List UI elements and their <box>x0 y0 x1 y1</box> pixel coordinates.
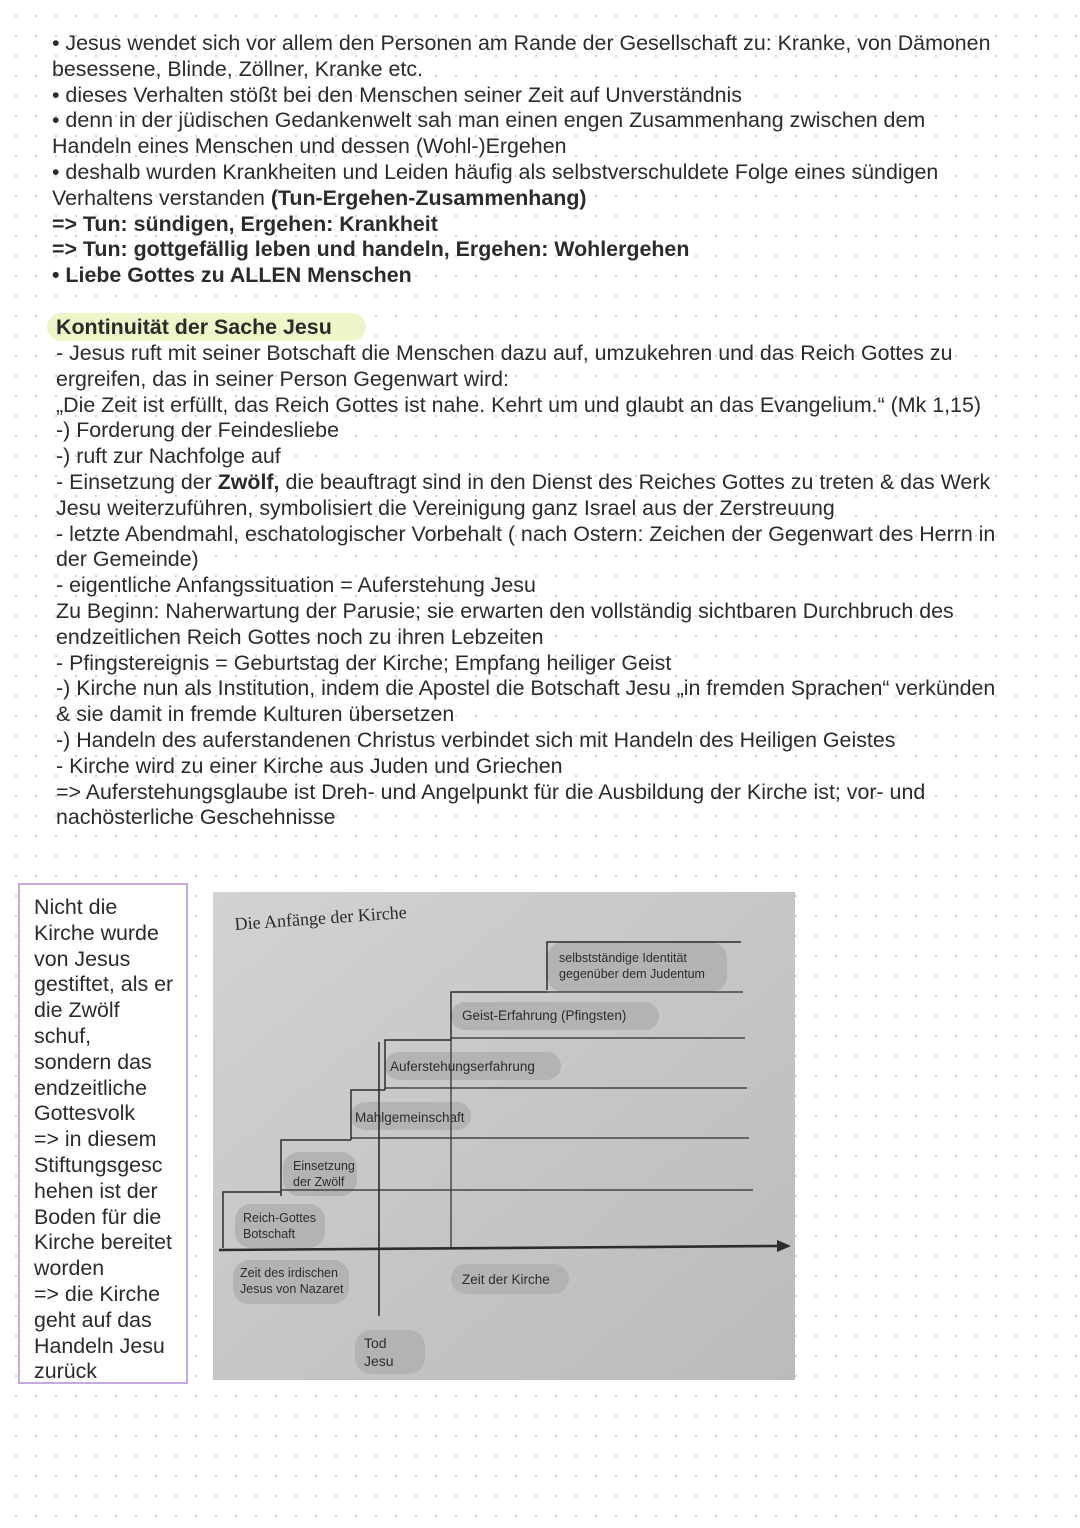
callout-line: => in diesem <box>34 1127 157 1152</box>
intro-conclusion: • Liebe Gottes zu ALLEN Menschen <box>52 263 412 288</box>
intro-line: • denn in der jüdischen Gedankenwelt sah man einen engen Zusammenhang zwischen dem <box>52 108 926 133</box>
callout-line: worden <box>34 1256 105 1281</box>
earthly-jesus-label: Jesus von Nazaret <box>240 1282 344 1296</box>
callout-line: Handeln Jesu <box>34 1333 165 1358</box>
section-line: - Jesus ruft mit seiner Botschaft die Menschen dazu auf, umzukehren und das Reich Gottes zu <box>56 341 953 365</box>
section-line: - letzte Abendmahl, eschatologischer Vorbehalt ( nach Ostern: Zeichen der Gegenwart des Herrn in <box>56 521 996 546</box>
section-text: die beauftragt sind in den Dienst des Reiches Gottes zu treten & das Werk <box>279 469 991 494</box>
callout-line: die Zwölf <box>34 998 120 1023</box>
meal-label: Mahlgemeinschaft <box>355 1110 465 1125</box>
callout-box <box>18 883 188 1384</box>
callout-line: Boden für die <box>34 1204 162 1229</box>
section-line: => Auferstehungsglaube ist Dreh- und Angelpunkt für die Ausbildung der Kirche ist; vor- und <box>56 779 926 804</box>
section-line: der Gemeinde) <box>56 547 199 572</box>
callout-line: schuf, <box>34 1023 92 1048</box>
church-time-label: Zeit der Kirche <box>462 1272 550 1287</box>
callout-line: sondern das <box>34 1049 152 1074</box>
twelve-label: der Zwölf <box>293 1175 345 1189</box>
intro-line: • Jesus wendet sich vor allem den Personen am Rande der Gesellschaft zu: Kranke, von Dämonen <box>52 31 991 55</box>
callout-line: von Jesus <box>34 946 131 971</box>
section-line <box>56 470 1066 496</box>
section-line: -) Handeln des auferstandenen Christus verbindet sich mit Handeln des Heiligen Geistes <box>56 727 896 752</box>
kingdom-label: Botschaft <box>243 1227 296 1241</box>
zwoelf-term: Zwölf, <box>217 469 280 494</box>
section-line: - eigentliche Anfangssituation = Auferstehung Jesu <box>56 573 536 598</box>
section-line: endzeitlichen Reich Gottes noch zu ihren Lebzeiten <box>56 624 544 649</box>
section-line: Zu Beginn: Naherwartung der Parusie; sie erwarten den vollständig sichtbaren Durchbruch des <box>56 598 954 623</box>
kingdom-label: Reich-Gottes <box>243 1211 316 1225</box>
section-line: -) ruft zur Nachfolge auf <box>56 444 281 469</box>
callout-line: geht auf das <box>34 1307 152 1332</box>
callout-line: hehen ist der <box>34 1178 158 1203</box>
intro-line: besessene, Blinde, Zöllner, Kranke etc. <box>52 56 423 81</box>
callout-line: Stiftungsgesc <box>34 1152 163 1177</box>
callout-line: => die Kirche <box>34 1281 161 1306</box>
intro-text: Verhaltens verstanden <box>52 185 271 210</box>
section-heading: Kontinuität der Sache Jesu <box>47 313 366 341</box>
intro-line: • dieses Verhalten stößt bei den Menschen seiner Zeit auf Unverständnis <box>52 82 742 107</box>
callout-line: Kirche wurde <box>34 920 159 945</box>
death-label: Tod <box>364 1335 387 1351</box>
section-quote: „Die Zeit ist erfüllt, das Reich Gottes ist nahe. Kehrt um und glaubt an das Evangelium.“ (Mk 1,15) <box>56 392 981 417</box>
section-body <box>56 341 1066 831</box>
section-line: - Kirche wird zu einer Kirche aus Juden und Griechen <box>56 753 563 778</box>
section-line: ergreifen, das in seiner Person Gegenwart wird: <box>56 366 509 391</box>
callout-line: zurück <box>34 1359 98 1384</box>
callout-line: endzeitliche <box>34 1075 147 1100</box>
section-line: - Pfingstereignis = Geburtstag der Kirche; Empfang heiliger Geist <box>56 650 672 675</box>
church-beginnings-diagram <box>213 892 795 1380</box>
intro-conclusion: => Tun: gottgefällig leben und handeln, Ergehen: Wohlergehen <box>52 237 690 262</box>
section-line: -) Forderung der Feindesliebe <box>56 418 339 443</box>
intro-line: Handeln eines Menschen und dessen (Wohl-)Ergehen <box>52 134 567 159</box>
section-line: Jesu weiterzuführen, symbolisiert die Vereinigung ganz Israel aus der Zerstreuung <box>56 495 835 520</box>
callout-line: Nicht die <box>34 895 118 919</box>
earthly-jesus-label: Zeit des irdischen <box>240 1266 338 1280</box>
diagram-title: Die Anfänge der Kirche <box>233 902 408 934</box>
intro-line <box>52 186 1052 212</box>
twelve-label: Einsetzung <box>293 1159 355 1173</box>
section-line: nachösterliche Geschehnisse <box>56 805 336 830</box>
tun-ergehen-term: (Tun-Ergehen-Zusammenhang) <box>270 185 587 210</box>
callout-line: Gottesvolk <box>34 1101 136 1126</box>
section-line: -) Kirche nun als Institution, indem die Apostel die Botschaft Jesu „in fremden Sprachen“ verkünden <box>56 676 996 701</box>
identity-label: selbstständige Identität <box>559 951 687 965</box>
intro-conclusion: => Tun: sündigen, Ergehen: Krankheit <box>52 211 438 236</box>
intro-line: • deshalb wurden Krankheiten und Leiden häufig als selbstverschuldete Folge eines sündigen <box>52 159 939 184</box>
death-label: Jesu <box>364 1353 394 1369</box>
section-text: - Einsetzung der <box>56 469 218 494</box>
intro-list <box>52 31 1052 289</box>
pentecost-label: Geist-Erfahrung (Pfingsten) <box>462 1008 627 1023</box>
callout-line: gestiftet, als er <box>34 972 174 997</box>
identity-label: gegenüber dem Judentum <box>559 967 705 981</box>
section-line: & sie damit in fremde Kulturen übersetzen <box>56 702 455 727</box>
callout-line: Kirche bereitet <box>34 1230 172 1255</box>
resurrection-label: Auferstehungserfahrung <box>390 1059 535 1074</box>
